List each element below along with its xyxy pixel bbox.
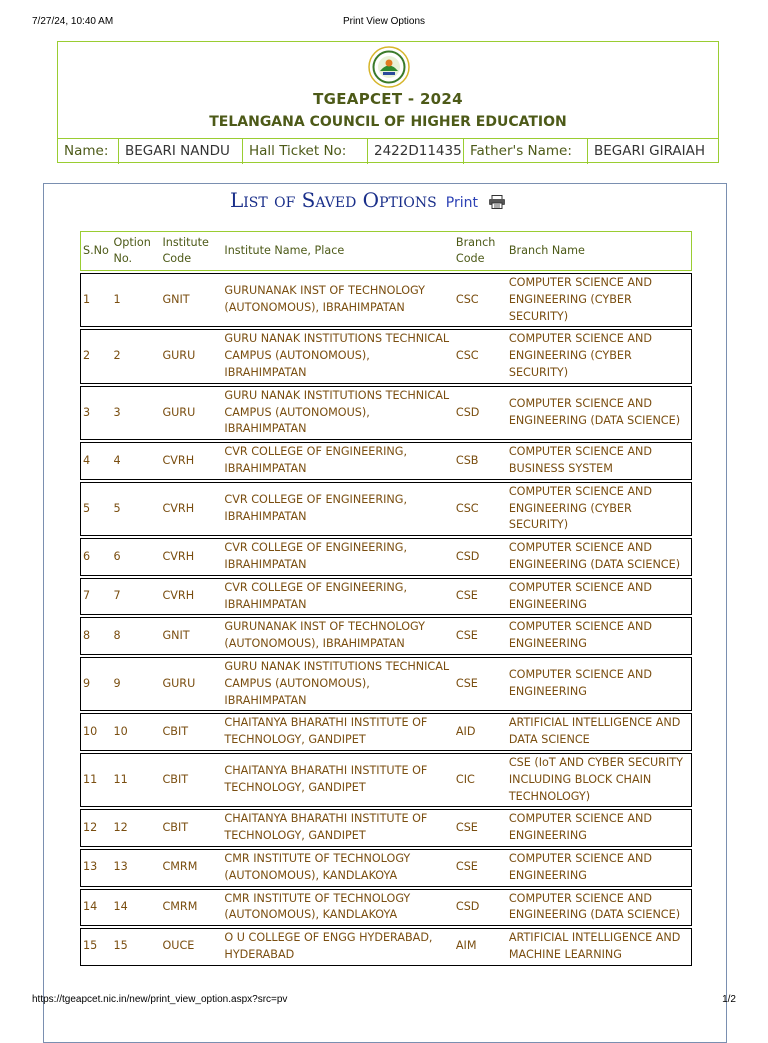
cell-institute-name: CVR COLLEGE OF ENGINEERING, IBRAHIMPATAN	[222, 482, 453, 535]
hall-ticket-value: 2422D11435	[368, 139, 464, 164]
cell-branch-name: COMPUTER SCIENCE AND ENGINEERING (CYBER SECURITY)	[507, 274, 692, 327]
table-row	[81, 849, 692, 886]
cell-institute-code: GNIT	[160, 274, 222, 327]
cell-branch-code: AID	[454, 714, 507, 751]
cell-institute-name: GURUNANAK INST OF TECHNOLOGY (AUTONOMOUS), IBRAHIMPATAN	[222, 274, 453, 327]
cell-branch-code: CIC	[454, 753, 507, 806]
cell-branch-code: CSE	[454, 810, 507, 847]
cell-option-no: 7	[111, 578, 160, 615]
exam-title: TGEAPCET - 2024	[313, 90, 463, 108]
table-header-row	[81, 232, 692, 271]
cell-branch-code: CSC	[454, 482, 507, 535]
cell-branch-name: ARTIFICIAL INTELLIGENCE AND MACHINE LEARNING	[507, 929, 692, 966]
cell-institute-name: O U COLLEGE OF ENGG HYDERABAD, HYDERABAD	[222, 929, 453, 966]
cell-option-no: 6	[111, 539, 160, 576]
cell-sno: 12	[81, 810, 112, 847]
cell-institute-code: GURU	[160, 657, 222, 710]
cell-option-no: 3	[111, 386, 160, 439]
printer-icon[interactable]	[488, 195, 506, 209]
cell-option-no: 4	[111, 443, 160, 480]
cell-branch-code: CSD	[454, 889, 507, 926]
cell-sno: 11	[81, 753, 112, 806]
father-name-value: BEGARI GIRAIAH	[594, 143, 706, 159]
cell-branch-name: COMPUTER SCIENCE AND BUSINESS SYSTEM	[507, 443, 692, 480]
cell-sno: 13	[81, 849, 112, 886]
cell-sno: 10	[81, 714, 112, 751]
cell-institute-code: CBIT	[160, 714, 222, 751]
cell-sno: 15	[81, 929, 112, 966]
cell-institute-code: CVRH	[160, 482, 222, 535]
table-row	[81, 657, 692, 710]
cell-option-no: 2	[111, 330, 160, 383]
cell-branch-name: COMPUTER SCIENCE AND ENGINEERING (CYBER SECURITY)	[507, 330, 692, 383]
cell-institute-name: CMR INSTITUTE OF TECHNOLOGY (AUTONOMOUS), KANDLAKOYA	[222, 849, 453, 886]
cell-institute-code: CMRM	[160, 889, 222, 926]
cell-branch-name: COMPUTER SCIENCE AND ENGINEERING (CYBER SECURITY)	[507, 482, 692, 535]
cell-branch-name: COMPUTER SCIENCE AND ENGINEERING	[507, 618, 692, 655]
col-header-institute-code: Institute Code	[160, 232, 222, 271]
cell-option-no: 9	[111, 657, 160, 710]
cell-branch-code: CSC	[454, 274, 507, 327]
father-name-label: Father's Name:	[464, 139, 588, 164]
cell-option-no: 13	[111, 849, 160, 886]
cell-option-no: 10	[111, 714, 160, 751]
cell-sno: 2	[81, 330, 112, 383]
cell-institute-name: CHAITANYA BHARATHI INSTITUTE OF TECHNOLOGY, GANDIPET	[222, 714, 453, 751]
col-header-option-no: Option No.	[111, 232, 160, 271]
cell-option-no: 8	[111, 618, 160, 655]
cell-branch-name: COMPUTER SCIENCE AND ENGINEERING	[507, 810, 692, 847]
page-url: https://tgeapcet.nic.in/new/print_view_option.aspx?src=pv	[32, 994, 288, 1005]
council-logo-icon	[368, 46, 410, 88]
cell-institute-code: GURU	[160, 330, 222, 383]
table-row	[81, 482, 692, 535]
cell-option-no: 14	[111, 889, 160, 926]
cell-institute-name: GURUNANAK INST OF TECHNOLOGY (AUTONOMOUS), IBRAHIMPATAN	[222, 618, 453, 655]
cell-institute-code: CVRH	[160, 443, 222, 480]
name-value: BEGARI NANDU	[119, 139, 243, 164]
council-name: TELANGANA COUNCIL OF HIGHER EDUCATION	[209, 114, 567, 130]
cell-branch-code: CSE	[454, 849, 507, 886]
cell-institute-code: CBIT	[160, 753, 222, 806]
cell-institute-code: CMRM	[160, 849, 222, 886]
cell-sno: 14	[81, 889, 112, 926]
table-row	[81, 889, 692, 926]
table-row	[81, 539, 692, 576]
col-header-branch-code: Branch Code	[454, 232, 507, 271]
saved-options-panel	[43, 183, 727, 1043]
cell-sno: 7	[81, 578, 112, 615]
cell-institute-name: CHAITANYA BHARATHI INSTITUTE OF TECHNOLOGY, GANDIPET	[222, 810, 453, 847]
cell-option-no: 15	[111, 929, 160, 966]
cell-branch-code: AIM	[454, 929, 507, 966]
cell-institute-code: CBIT	[160, 810, 222, 847]
table-row	[81, 274, 692, 327]
cell-institute-name: CVR COLLEGE OF ENGINEERING, IBRAHIMPATAN	[222, 578, 453, 615]
cell-sno: 1	[81, 274, 112, 327]
pdf-header	[32, 16, 736, 30]
table-row	[81, 578, 692, 615]
cell-option-no: 5	[111, 482, 160, 535]
cell-branch-name: CSE (IoT AND CYBER SECURITY INCLUDING BLOCK CHAIN TECHNOLOGY)	[507, 753, 692, 806]
cell-branch-name: COMPUTER SCIENCE AND ENGINEERING	[507, 578, 692, 615]
cell-institute-name: GURU NANAK INSTITUTIONS TECHNICAL CAMPUS (AUTONOMOUS), IBRAHIMPATAN	[222, 330, 453, 383]
candidate-info-bar	[58, 138, 718, 164]
cell-branch-code: CSB	[454, 443, 507, 480]
cell-institute-name: GURU NANAK INSTITUTIONS TECHNICAL CAMPUS (AUTONOMOUS), IBRAHIMPATAN	[222, 386, 453, 439]
cell-institute-name: CVR COLLEGE OF ENGINEERING, IBRAHIMPATAN	[222, 443, 453, 480]
hall-ticket-label: Hall Ticket No:	[243, 139, 368, 164]
cell-institute-name: CHAITANYA BHARATHI INSTITUTE OF TECHNOLOGY, GANDIPET	[222, 753, 453, 806]
table-row	[81, 753, 692, 806]
table-row	[81, 386, 692, 439]
cell-branch-name: COMPUTER SCIENCE AND ENGINEERING (DATA SCIENCE)	[507, 889, 692, 926]
table-row	[81, 330, 692, 383]
cell-branch-name: COMPUTER SCIENCE AND ENGINEERING	[507, 849, 692, 886]
cell-branch-code: CSE	[454, 657, 507, 710]
name-label: Name:	[58, 139, 119, 164]
cell-option-no: 1	[111, 274, 160, 327]
table-row	[81, 810, 692, 847]
cell-branch-name: COMPUTER SCIENCE AND ENGINEERING (DATA SCIENCE)	[507, 386, 692, 439]
council-header	[57, 41, 719, 163]
cell-sno: 5	[81, 482, 112, 535]
cell-branch-name: COMPUTER SCIENCE AND ENGINEERING (DATA SCIENCE)	[507, 539, 692, 576]
table-row	[81, 714, 692, 751]
print-link[interactable]: Print	[445, 195, 478, 211]
col-header-sno: S.No	[81, 232, 112, 271]
cell-institute-name: CVR COLLEGE OF ENGINEERING, IBRAHIMPATAN	[222, 539, 453, 576]
cell-institute-code: CVRH	[160, 578, 222, 615]
saved-options-table	[80, 231, 692, 966]
cell-branch-code: CSC	[454, 330, 507, 383]
cell-branch-code: CSD	[454, 386, 507, 439]
cell-branch-code: CSE	[454, 578, 507, 615]
cell-branch-code: CSD	[454, 539, 507, 576]
cell-institute-name: CMR INSTITUTE OF TECHNOLOGY (AUTONOMOUS), KANDLAKOYA	[222, 889, 453, 926]
cell-institute-code: CVRH	[160, 539, 222, 576]
table-row	[81, 929, 692, 966]
cell-institute-code: GURU	[160, 386, 222, 439]
print-datetime: 7/27/24, 10:40 AM	[32, 16, 114, 27]
cell-option-no: 12	[111, 810, 160, 847]
cell-institute-name: GURU NANAK INSTITUTIONS TECHNICAL CAMPUS (AUTONOMOUS), IBRAHIMPATAN	[222, 657, 453, 710]
page-number: 1/2	[722, 994, 736, 1005]
cell-branch-code: CSE	[454, 618, 507, 655]
table-row	[81, 618, 692, 655]
cell-sno: 6	[81, 539, 112, 576]
cell-option-no: 11	[111, 753, 160, 806]
cell-sno: 4	[81, 443, 112, 480]
print-page-title: Print View Options	[342, 16, 426, 27]
pdf-footer	[32, 994, 736, 1008]
cell-institute-code: GNIT	[160, 618, 222, 655]
table-row	[81, 443, 692, 480]
cell-branch-name: COMPUTER SCIENCE AND ENGINEERING	[507, 657, 692, 710]
cell-sno: 9	[81, 657, 112, 710]
col-header-branch-name: Branch Name	[507, 232, 692, 271]
cell-sno: 3	[81, 386, 112, 439]
cell-sno: 8	[81, 618, 112, 655]
list-title-bar	[230, 188, 506, 212]
cell-branch-name: ARTIFICIAL INTELLIGENCE AND DATA SCIENCE	[507, 714, 692, 751]
list-title: List of Saved Options	[230, 188, 437, 212]
cell-institute-code: OUCE	[160, 929, 222, 966]
col-header-institute-name: Institute Name, Place	[222, 232, 453, 271]
